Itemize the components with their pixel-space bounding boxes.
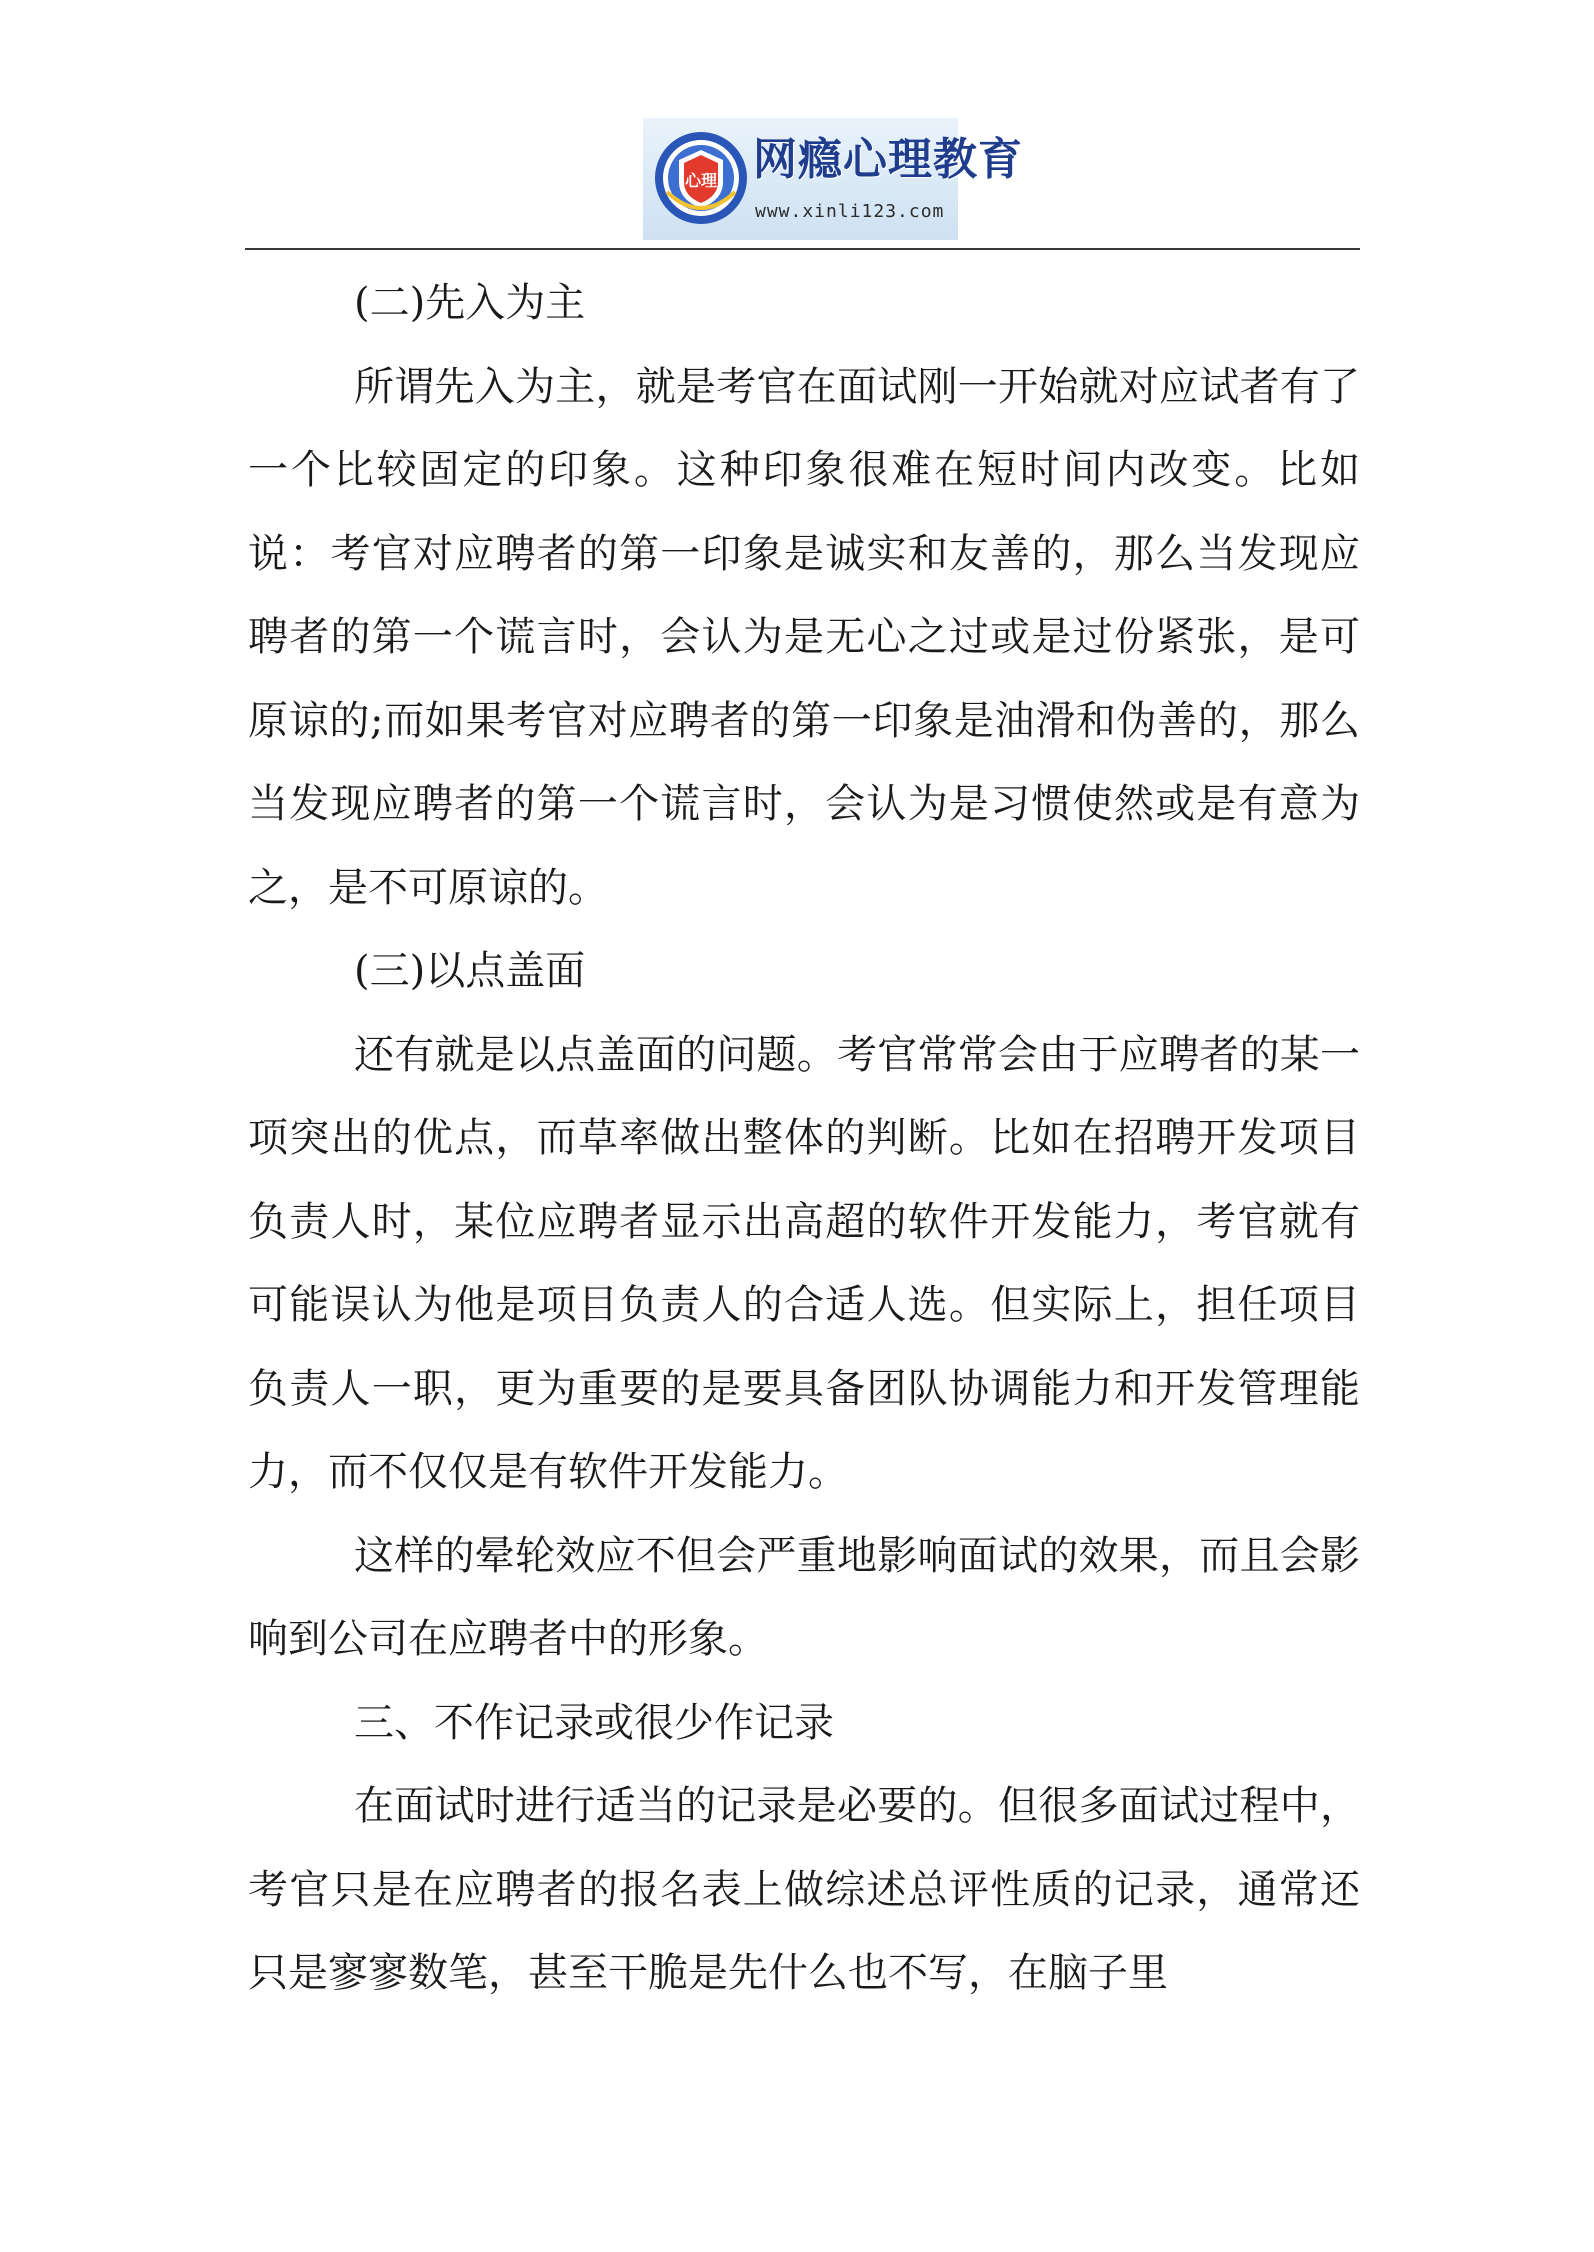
body-text bbox=[248, 262, 1360, 2016]
logo-title: 网瘾心理教育 bbox=[753, 134, 1023, 185]
emblem-text: 心理 bbox=[684, 171, 718, 190]
paragraph-halo: 还有就是以点盖面的问题。考官常常会由于应聘者的某一项突出的优点，而草率做出整体的判断。比如在招聘开发项目负责人时，某位应聘者显示出高超的软件开发能力，考官就有可能误认为他是项目负责人的合适人选。但实际上，担任项目负责人一职，更为重要的是要具备团队协调能力和开发管理能力，而不仅仅是有软件开发能力。 bbox=[248, 1031, 1360, 1495]
header-logo bbox=[643, 118, 1023, 240]
section-heading-records: 三、不作记录或很少作记录 bbox=[354, 1699, 834, 1746]
logo-url: www.xinli123.com bbox=[755, 201, 945, 222]
emblem-icon bbox=[653, 130, 749, 226]
section-heading-first-impression: (二)先入为主 bbox=[354, 280, 586, 326]
section-heading-halo: (三)以点盖面 bbox=[354, 948, 586, 994]
header-divider bbox=[245, 248, 1360, 250]
paragraph-halo-effect: 这样的晕轮效应不但会严重地影响面试的效果，而且会影响到公司在应聘者中的形象。 bbox=[248, 1532, 1360, 1662]
paragraph-first-impression: 所谓先入为主，就是考官在面试刚一开始就对应试者有了一个比较固定的印象。这种印象很难在短时间内改变。比如说：考官对应聘者的第一印象是诚实和友善的，那么当发现应聘者的第一个谎言时，会认为是无心之过或是过份紧张，是可原谅的;而如果考官对应聘者的第一印象是油滑和伪善的，那么当发现应聘者的第一个谎言时，会认为是习惯使然或是有意为之，是不可原谅的。 bbox=[248, 363, 1360, 911]
paragraph-records: 在面试时进行适当的记录是必要的。但很多面试过程中，考官只是在应聘者的报名表上做综述总评性质的记录，通常还只是寥寥数笔，甚至干脆是先什么也不写，在脑子里 bbox=[248, 1783, 1360, 1996]
